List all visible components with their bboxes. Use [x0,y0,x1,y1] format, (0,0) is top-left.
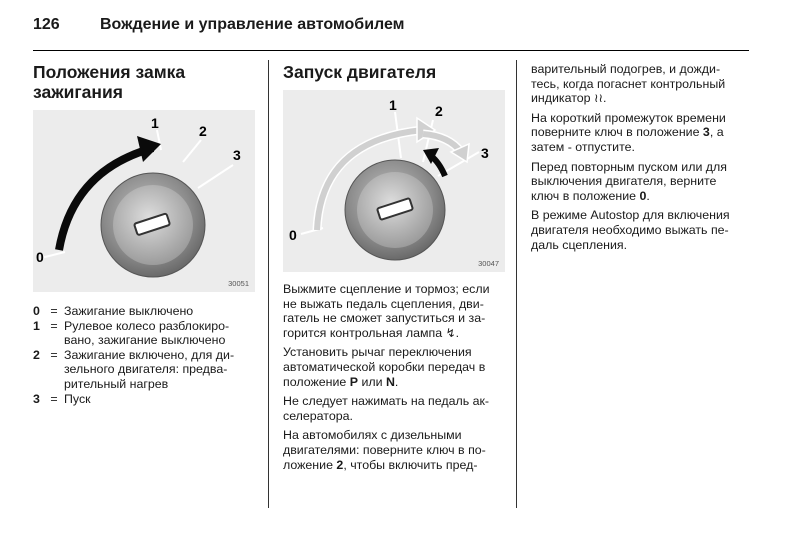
label-pos-2: 2 [199,123,207,139]
pointer-line-3 [198,165,233,188]
figure-code: 30047 [478,259,499,268]
paragraph-accelerator: Не следует нажимать на педаль ак- селератора. [283,394,490,423]
glow-plug-icon: ≀≀ [594,91,603,106]
paragraph-start-position: На короткий промежуток времени поверните ключ в положение 3, а затем - отпустите. [531,110,726,154]
ignition-legend [33,304,255,406]
page-number: 126 [33,16,60,33]
page-header [33,10,749,51]
label-pos-3: 3 [481,145,489,161]
legend-row: 1 = Рулевое колесо разблокиро- вано, зажигание выключено [33,318,230,348]
paragraph-restart: Перед повторным пуском или для выключения двигателя, верните ключ в положение 0. [531,159,727,203]
middle-column [283,62,505,82]
chapter-title: Вождение и управление автомобилем [100,16,405,33]
clutch-lamp-icon: ↯ [445,325,456,340]
rotation-arrowhead [137,136,161,162]
label-pos-2: 2 [435,103,443,119]
legend-row: 2 = Зажигание включено, для ди- зельного двигателя: предва- рительный нагрев [33,347,235,391]
column-divider-2 [516,60,517,508]
paragraph-gear-lever: Установить рычаг переключения автоматической коробки передач в положение P или N. [283,345,486,389]
label-pos-3: 3 [233,147,241,163]
engine-start-figure [283,90,505,272]
paragraph-diesel: На автомобилях с дизельными двигателями: поверните ключ в по- ложение 2, чтобы включить пред- [283,428,486,472]
paragraph-autostop: В режиме Autostop для включения двигателя необходимо выжать пе- даль сцепления. [531,208,730,252]
label-pos-1: 1 [389,97,397,113]
engine-start-diagram [283,90,505,272]
ignition-figure [33,110,255,292]
section-title-engine-start: Запуск двигателя [283,62,437,82]
column-divider-1 [268,60,269,508]
legend-row: 0 = Зажигание выключено [33,304,194,318]
paragraph-clutch: Выжмите сцепление и тормоз; если не выжать педаль сцепления, дви- гатель не сможет запуститься и за- горится контрольная лампа ↯. [283,282,490,340]
label-pos-0: 0 [36,249,44,265]
figure-code: 30051 [228,279,249,288]
label-pos-0: 0 [289,227,297,243]
section-title-ignition-positions: Положения замка зажигания [33,62,186,102]
ignition-diagram [33,110,255,292]
middle-text [283,282,511,477]
paragraph-preheat: варительный подогрев, и дожди- тесь, когда погаснет контрольный индикатор ≀≀. [531,62,726,106]
pointer-line-0 [41,252,65,258]
legend-row: 3 = Пуск [33,391,91,406]
label-pos-1: 1 [151,115,159,131]
pointer-line-2 [183,140,201,162]
left-column [33,62,255,102]
right-column [531,62,753,257]
